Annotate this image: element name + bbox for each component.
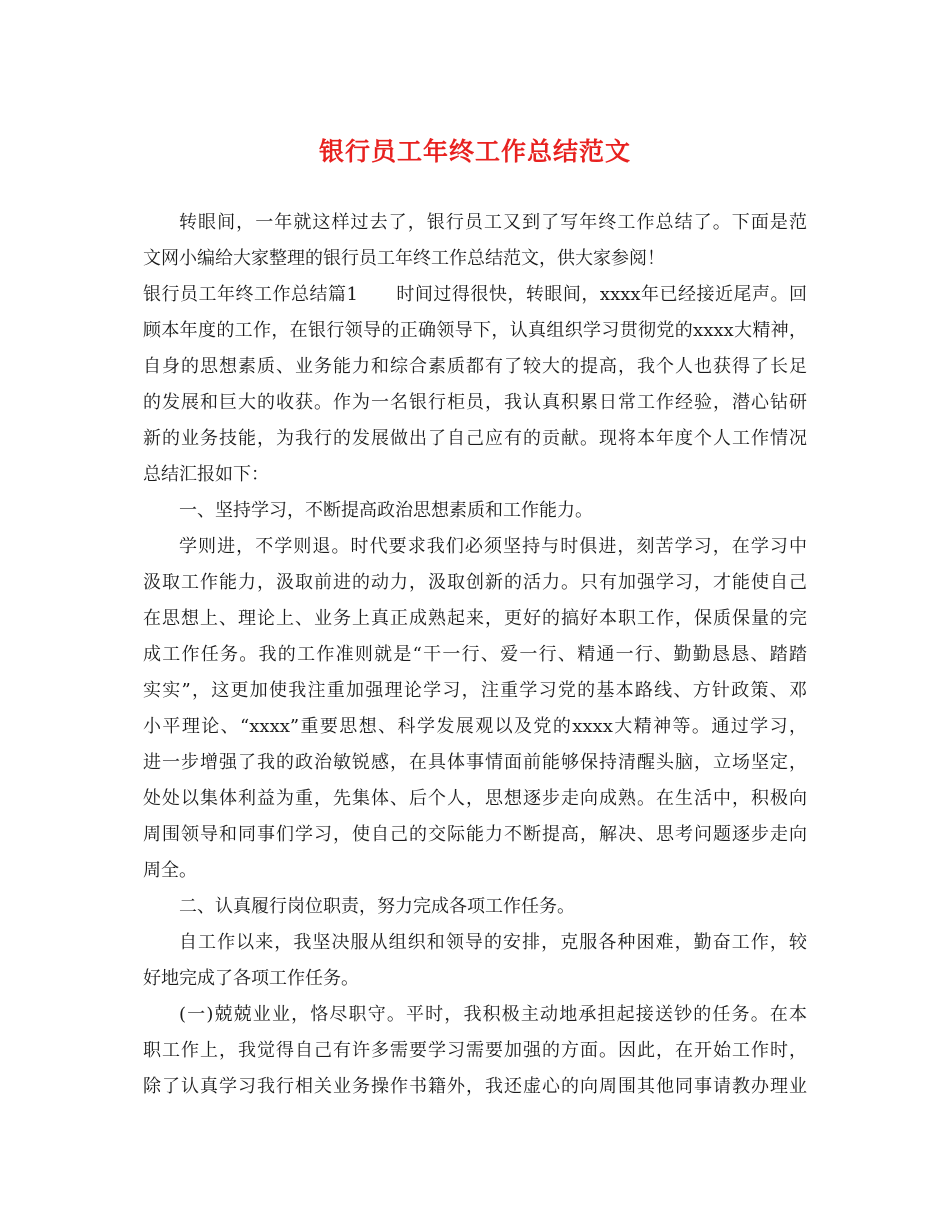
paragraph-line: 汲取工作能力，汲取前进的动力，汲取创新的活力。只有加强学习，才能使自己 [143,572,807,593]
paragraph-line: 职工作上，我觉得自己有许多需要学习需要加强的方面。因此，在开始工作时， [143,1040,807,1061]
paragraph-line: 自工作以来，我坚决服从组织和领导的安排，克服各种困难，勤奋工作，较 [179,932,807,953]
paragraph-line: 除了认真学习我行相关业务操作书籍外，我还虚心的向周围其他同事请教办理业 [143,1076,807,1097]
paragraph-line: 自身的思想素质、业务能力和综合素质都有了较大的提高，我个人也获得了长足 [143,356,807,377]
section-heading: 一、坚持学习，不断提高政治思想素质和工作能力。 [179,500,593,521]
paragraph-line: 周围领导和同事们学习，使自己的交际能力不断提高，解决、思考问题逐步走向 [143,824,807,845]
paragraph-line: 成工作任务。我的工作准则就是“干一行、爱一行、精通一行、勤勤恳恳、踏踏 [143,644,807,665]
paragraph-line: 顾本年度的工作，在银行领导的正确领导下，认真组织学习贯彻党的xxxx大精神， [143,320,807,341]
paragraph-line: 转眼间，一年就这样过去了，银行员工又到了写年终工作总结了。下面是范 [179,212,807,233]
paragraph-line: 小平理论、“xxxx”重要思想、科学发展观以及党的xxxx大精神等。通过学习， [143,716,807,737]
paragraph-line: 新的业务技能，为我行的发展做出了自己应有的贡献。现将本年度个人工作情况 [143,428,807,449]
paragraph-line: 的发展和巨大的收获。作为一名银行柜员，我认真积累日常工作经验，潜心钻研 [143,392,807,413]
paragraph-line: 在思想上、理论上、业务上真正成熟起来，更好的搞好本职工作，保质保量的完 [143,608,807,629]
section-heading: 二、认真履行岗位职责，努力完成各项工作任务。 [179,896,575,917]
paragraph-line: 周全。 [143,860,197,881]
paragraph-line: (一)兢兢业业，恪尽职守。平时，我积极主动地承担起接送钞的任务。在本 [179,1004,807,1025]
paragraph-line: 实实”，这更加使我注重加强理论学习，注重学习党的基本路线、方针政策、邓 [143,680,807,701]
paragraph-text: 时间过得很快，转眼间，xxxx年已经接近尾声。回 [395,284,807,305]
paragraph-line: 进一步增强了我的政治敏锐感，在具体事情面前能够保持清醒头脑，立场坚定， [143,752,807,773]
paragraph-line: 学则进，不学则退。时代要求我们必须坚持与时俱进，刻苦学习，在学习中 [179,536,807,557]
section-heading: 银行员工年终工作总结篇1 [143,284,358,305]
paragraph-line: 文网小编给大家整理的银行员工年终工作总结范文，供大家参阅！ [143,248,665,269]
paragraph-line [143,277,807,313]
paragraph-line: 总结汇报如下： [143,464,269,485]
paragraph-line: 好地完成了各项工作任务。 [143,968,359,989]
document-body [143,205,807,1105]
paragraph-line: 处处以集体利益为重，先集体、后个人，思想逐步走向成熟。在生活中，积极向 [143,788,807,809]
document-title: 银行员工年终工作总结范文 [318,137,631,166]
